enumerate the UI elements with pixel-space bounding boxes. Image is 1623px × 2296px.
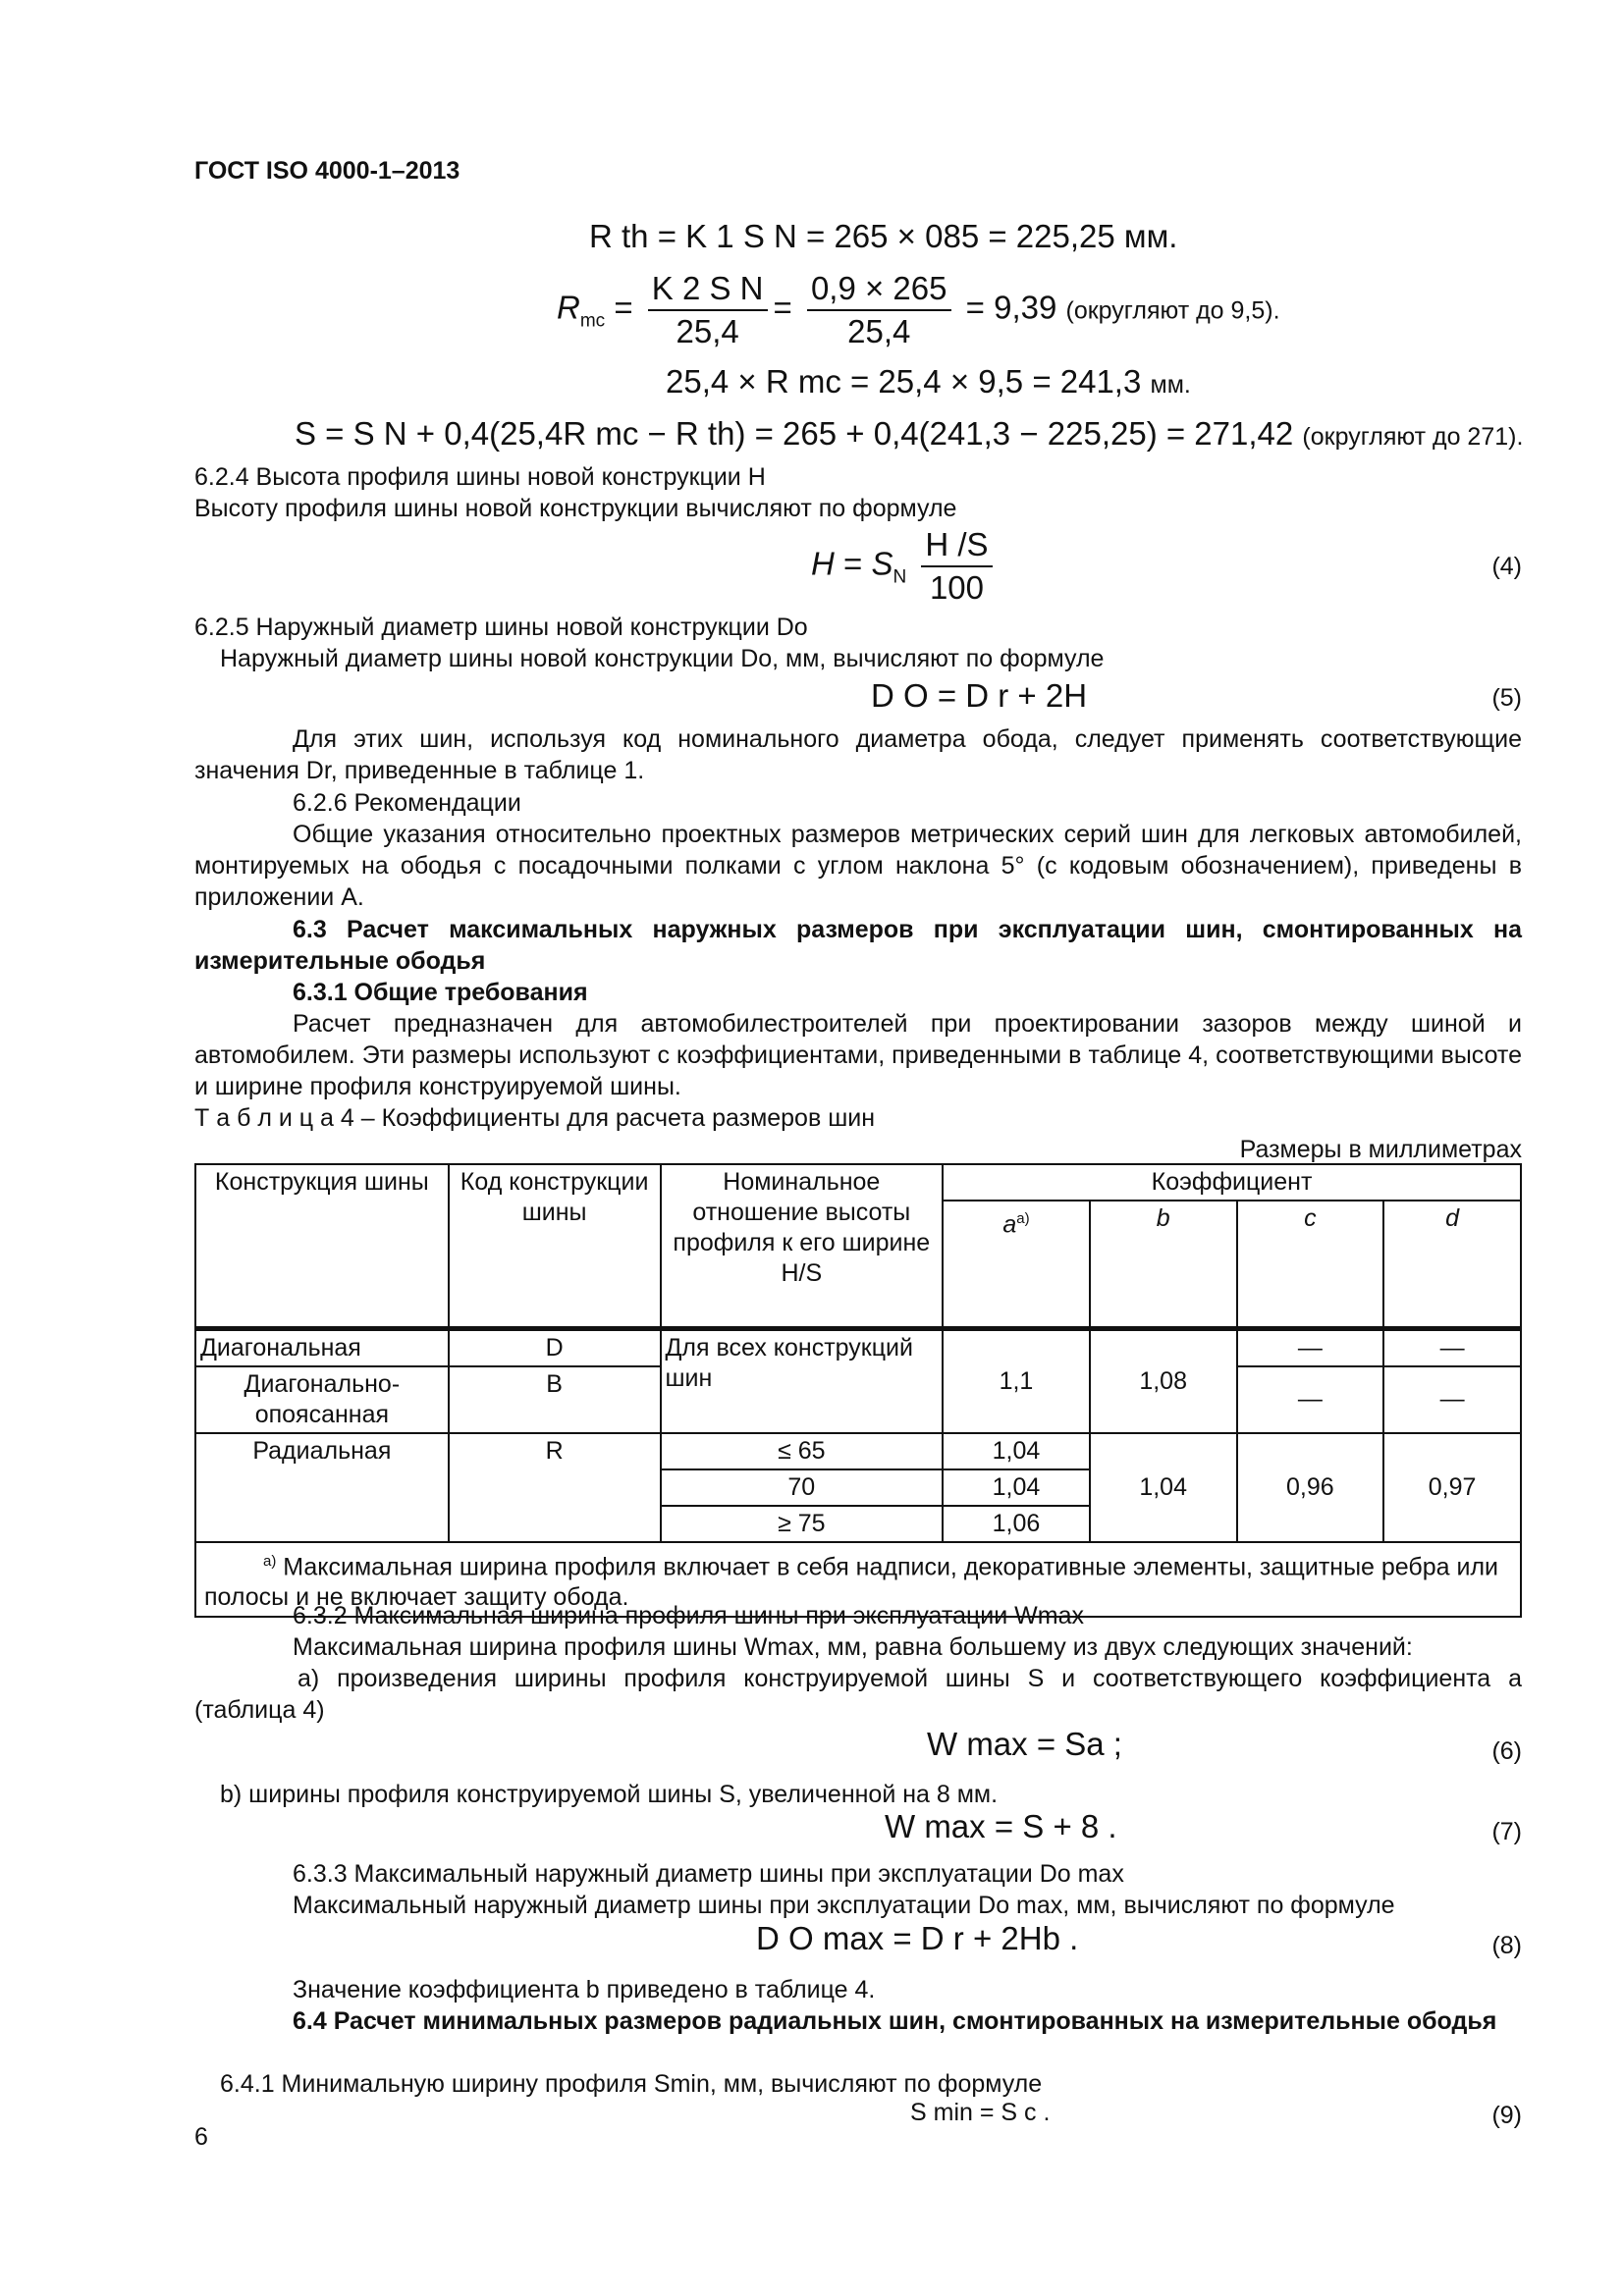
header-a: $a^{a)}$ <box>943 1201 1090 1328</box>
formula-rmc: $R_{mc}$ = $\frac{\text{K 2 S N}}{25,4}$ = $\frac{0,9 \times 265}{25,4}$ = 9,39 (округляют до 9,5). <box>557 270 1280 349</box>
table-cell-diag: Диагональная <box>195 1328 449 1366</box>
section-6-2-5-title: 6.2.5 Наружный диаметр шины новой конструкции Do <box>194 614 808 641</box>
table-note: $^{а)}$ Максимальная ширина профиля включает в себя надписи, декоративные элементы, защитные ребра или полосы и не включает защиту обода. <box>195 1542 1521 1617</box>
formula-smin: S min = S c . <box>910 2099 1051 2126</box>
table-cell-diag-belt: Диагонально-опоясанная <box>195 1366 449 1433</box>
table-cell-a-common: 1,1 <box>943 1328 1090 1433</box>
section-6-4-1-body: 6.4.1 Минимальную ширину профиля Smin, мм, вычисляют по формуле <box>220 2070 1043 2098</box>
table-caption: Т а б л и ц а 4 – Коэффициенты для расчета размеров шин <box>194 1104 876 1132</box>
header-c: c <box>1237 1201 1384 1328</box>
section-6-3-2-b: b) ширины профиля конструируемой шины S, увеличенной на 8 мм. <box>220 1781 999 1808</box>
page-number: 6 <box>194 2123 208 2151</box>
header-coefficient: Коэффициент <box>943 1164 1521 1201</box>
table-cell-c-dash-1: — <box>1237 1328 1384 1366</box>
table-cell-r2: 70 <box>661 1469 944 1506</box>
table-cell-r3: ≥ 75 <box>661 1506 944 1542</box>
header-b: b <box>1090 1201 1237 1328</box>
table-cell-all: Для всех конструкций шин <box>661 1328 944 1433</box>
header-construction: Конструкция шины <box>195 1164 449 1328</box>
table-cell-r1: ≤ 65 <box>661 1433 944 1469</box>
fraction-rmc-1: $\frac{\text{K 2 S N}}{25,4}$ <box>648 270 768 350</box>
section-6-3-3-note: Значение коэффициента b приведено в таблице 4. <box>293 1976 876 2003</box>
formula-wmax-2: W max = S + 8 . <box>885 1808 1117 1844</box>
table-cell-radial-code: R <box>449 1433 661 1542</box>
formula-h: $H = S_N$ $\frac{H /S}{100}$ <box>811 526 999 607</box>
equation-number-7: (7) <box>1491 1818 1522 1845</box>
table-cell-b-common: 1,08 <box>1090 1328 1237 1433</box>
table-units: Размеры в миллиметрах <box>1239 1136 1522 1163</box>
formula-s: S = S N + 0,4(25,4R mc − R th) = 265 + 0,4(241,3 − 225,25) = 271,42 (округляют до 271). <box>295 415 1524 452</box>
formula-wmax-1: W max = Sa ; <box>927 1726 1122 1762</box>
header-code: Код конструкции шины <box>449 1164 661 1328</box>
table-cell-d-dash-1: — <box>1383 1328 1521 1366</box>
table-cell-radial: Радиальная <box>195 1433 449 1542</box>
table-cell-d-dash-2: — <box>1383 1366 1521 1433</box>
coefficient-table <box>194 1163 1522 1618</box>
table-cell-d-radial: 0,97 <box>1383 1433 1521 1542</box>
section-6-3-3-body: Максимальный наружный диаметр шины при эксплуатации Do max, мм, вычисляют по формуле <box>293 1892 1395 1919</box>
equation-number-5: (5) <box>1491 684 1522 712</box>
equation-number-8: (8) <box>1491 1932 1522 1959</box>
document-header: ГОСТ ISO 4000-1–2013 <box>194 157 460 185</box>
section-6-2-5-body: Наружный диаметр шины новой конструкции Do, мм, вычисляют по формуле <box>220 645 1105 672</box>
table-cell-a2: 1,04 <box>943 1469 1090 1506</box>
table-cell-diag-code: D <box>449 1328 661 1366</box>
fraction-rmc-2: $\frac{0,9 \times 265}{25,4}$ <box>807 270 951 350</box>
para-dr: Для этих шин, используя код номинального диаметра обода, следует применять соответствующие значения Dr, приведенные в таблице 1. <box>194 725 1522 784</box>
formula-domax: D O max = D r + 2Hb . <box>756 1920 1079 1956</box>
table-cell-a1: 1,04 <box>943 1433 1090 1469</box>
table-cell-c-dash-2: — <box>1237 1366 1384 1433</box>
section-6-3-1-body: Расчет предназначен для автомобилестроителей при проектировании зазоров между шиной и автомобилем. Эти размеры используют с коэффициентами, приведенными в таблице 4, соответствующими высоте и ширине профиля конструируемой шины. <box>194 1010 1522 1100</box>
section-6-3-3-title: 6.3.3 Максимальный наружный диаметр шины при эксплуатации Do max <box>293 1860 1124 1888</box>
table-cell-c-radial: 0,96 <box>1237 1433 1384 1542</box>
section-6-2-6-title: 6.2.6 Рекомендации <box>293 789 521 817</box>
fraction-h: $\frac{H /S}{100}$ <box>921 526 992 607</box>
equation-number-9: (9) <box>1491 2102 1522 2129</box>
section-6-3-2-body: Максимальная ширина профиля шины Wmax, мм, равна большему из двух следующих значений: <box>293 1633 1413 1661</box>
section-6-2-4-body: Высоту профиля шины новой конструкции вычисляют по формуле <box>194 495 957 522</box>
header-ratio: Номинальное отношение высоты профиля к его ширине H/S <box>661 1164 944 1328</box>
section-6-3-title: 6.3 Расчет максимальных наружных размеров при эксплуатации шин, смонтированных на измерительные ободья <box>194 916 1522 975</box>
equation-number-6: (6) <box>1491 1737 1522 1765</box>
section-6-3-2-a: а) произведения ширины профиля конструируемой шины S и соответствующего коэффициента а (таблица 4) <box>194 1665 1522 1724</box>
header-d: d <box>1383 1201 1521 1328</box>
formula-do: D O = D r + 2H <box>871 677 1088 714</box>
equation-number-4: (4) <box>1491 553 1522 580</box>
table-cell-b-radial: 1,04 <box>1090 1433 1237 1542</box>
table-cell-a3: 1,06 <box>943 1506 1090 1542</box>
formula-rmc-mm: 25,4 × R mc = 25,4 × 9,5 = 241,3 мм. <box>666 363 1191 400</box>
section-6-3-1-title: 6.3.1 Общие требования <box>293 979 588 1006</box>
section-6-2-6-body: Общие указания относительно проектных размеров метрических серий шин для легковых автомобилей, монтируемых на ободья с посадочными полками с углом наклона 5° (с кодовым обозначением), приведены в приложении А. <box>194 821 1522 911</box>
section-6-4-title: 6.4 Расчет минимальных размеров радиальных шин, смонтированных на измерительные ободья <box>293 2007 1497 2035</box>
section-6-2-4-title: 6.2.4 Высота профиля шины новой конструкции H <box>194 463 766 491</box>
section-6-3-2-title: 6.3.2 Максимальная ширина профиля шины при эксплуатации Wmax <box>293 1602 1084 1629</box>
formula-rth: R th = K 1 S N = 265 × 085 = 225,25 мм. <box>589 218 1178 254</box>
table-cell-diag-belt-code: B <box>449 1366 661 1433</box>
